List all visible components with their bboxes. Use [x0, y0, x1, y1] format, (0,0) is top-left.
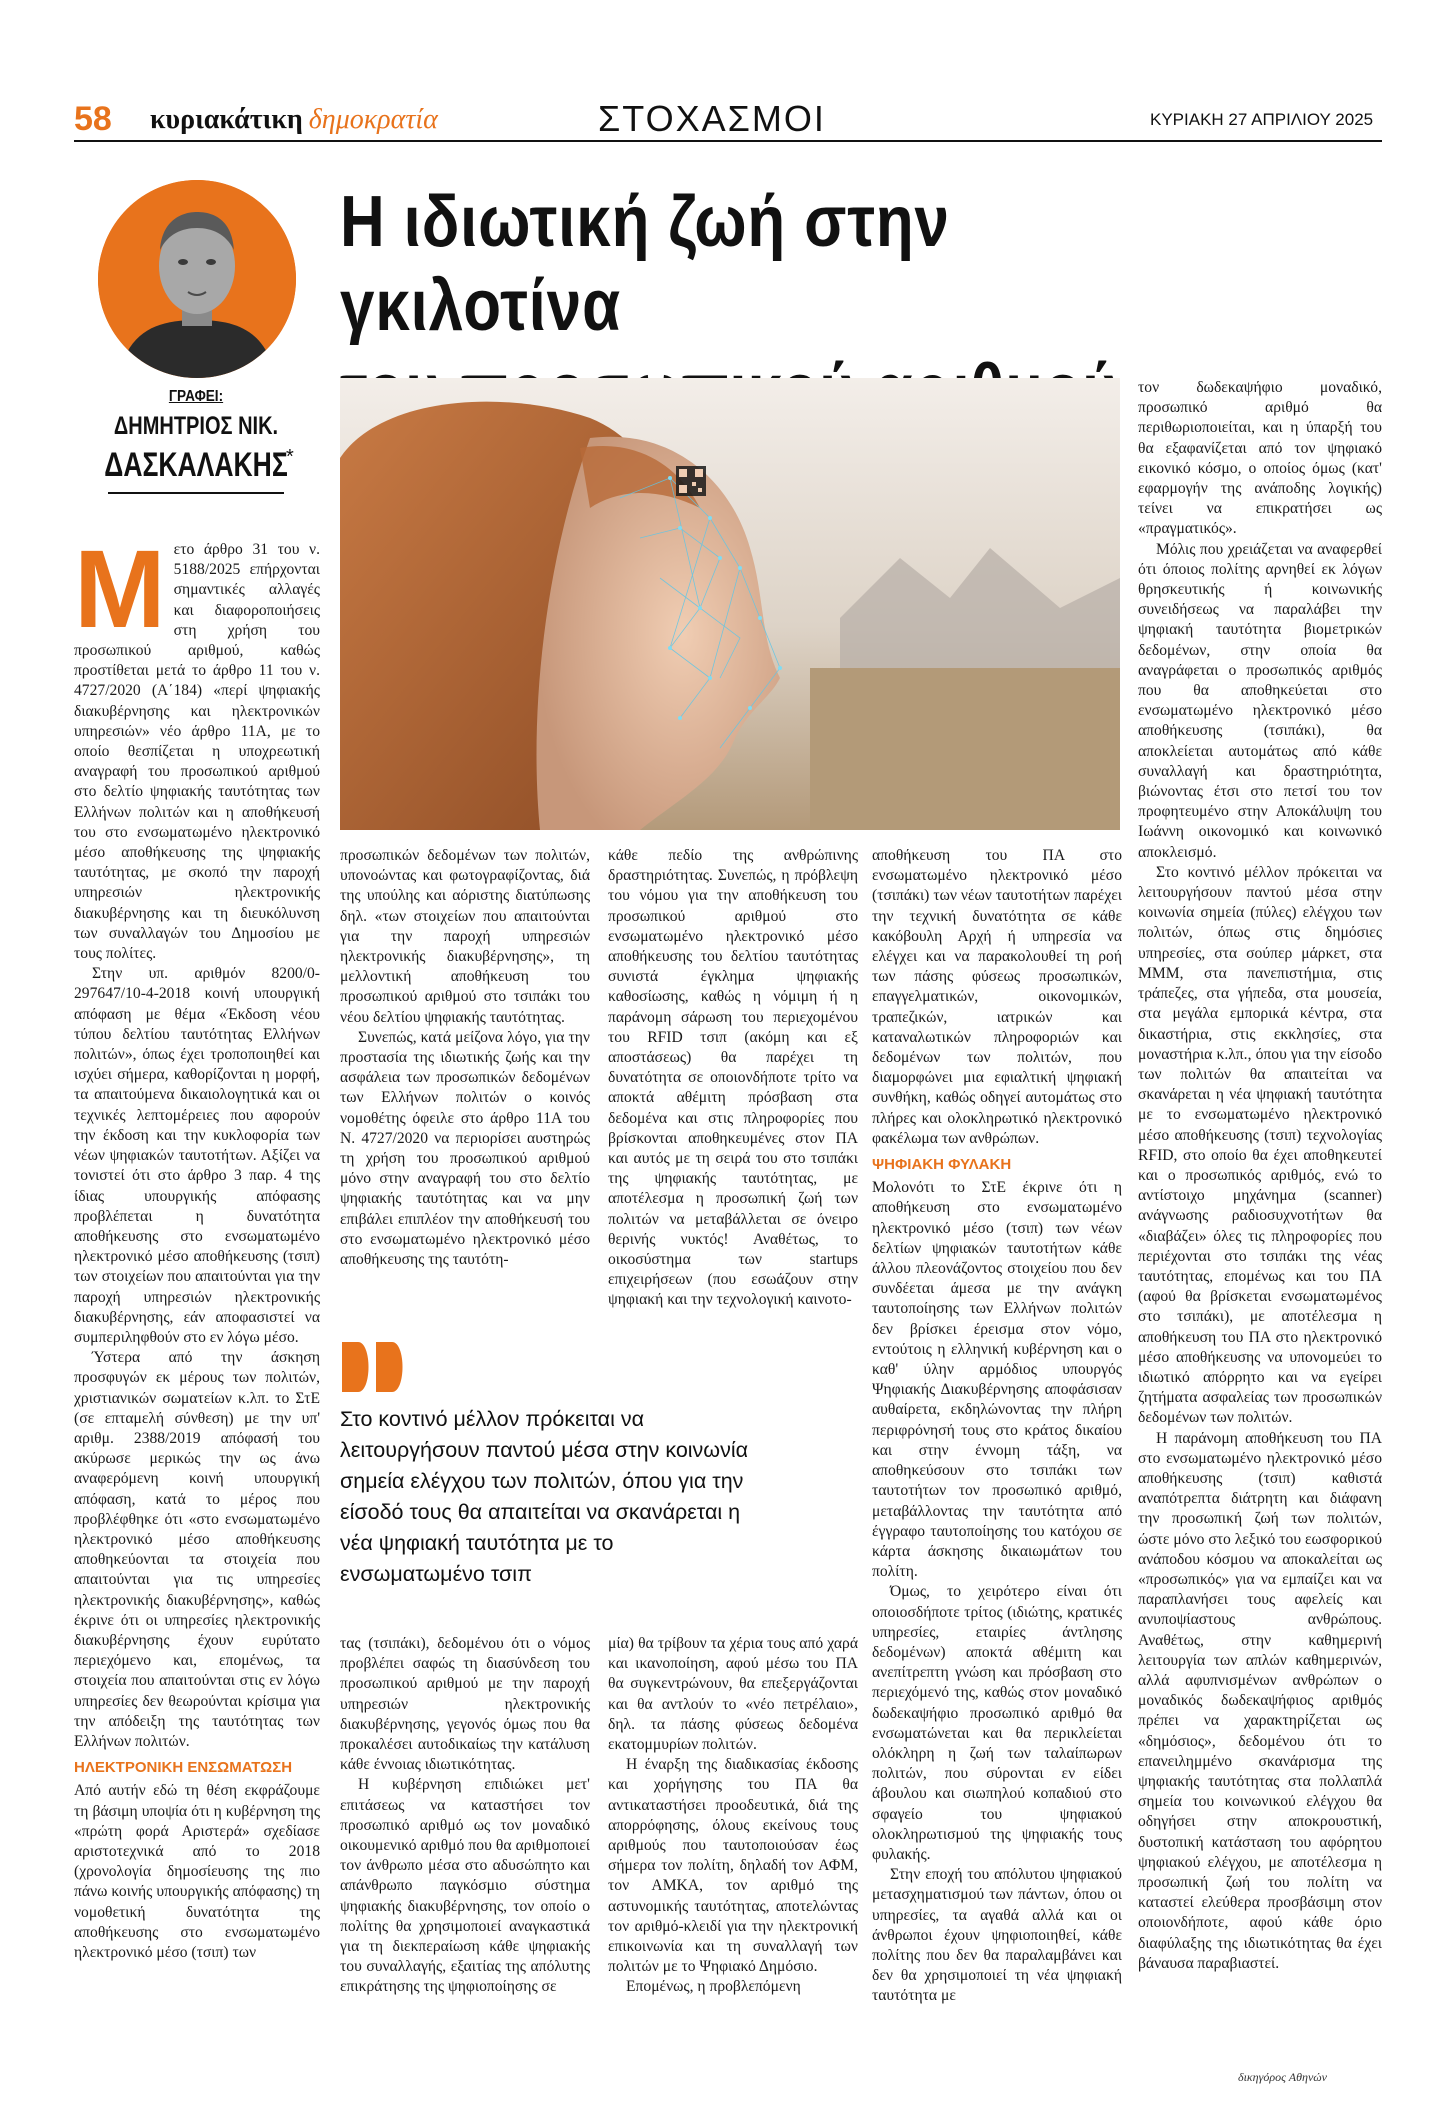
paragraph: Η κυβέρνηση επιδιώκει μετ' επιτάσεως να καταστήσει τον προσωπικό αριθμό ως τον μοναδικό οικουμενικό αριθμό που θα αριθμοποιεί τον άνθρωπο μέσα στο αδυσώπητο και απάνθρωπο παγκόσμιο σύστημα ψηφιακής διακυβέρνησης, τον οποίο ο πολίτης θα χρησιμοποιεί αναγκαστικά για τη διεκπεραίωση κάθε ψηφιακής του συναλλαγής, εξαιτίας της απόλυτης επικράτησης της ψηφιοποίησης σε	[340, 1776, 590, 1996]
paragraph: κάθε πεδίο της ανθρώπινης δραστηριότητας. Συνεπώς, η πρόβλεψη του νόμου για την αποθήκευση του προσωπικού αριθμού στο ενσωματωμένο ηλεκτρονικό μέσο αποθήκευσης του δελτίου ταυτότητας συνιστά έγκλημα ψηφιακής καθοσίωσης, καθώς η νόμιμη ή η παράνομη σάρωση του περιεχομένου του RFID τσιπ (ακόμη και εξ αποστάσεως) θα παρέχει τη δυνατότητα σε οποιονδήποτε τρίτο να αποκτά αθέμιτη πρόσβαση στα δεδομένα και στις πληροφορίες που βρίσκονται αποθηκευμένες στον ΠΑ και αυτός με τη σειρά του στο τσιπάκι της ψηφιακής ταυτότητας, με αποτέλεσμα η προσωπική ζωή των πολιτών να μεταβάλλεται σε όνειρο θερινής νυκτός! Αναθέτως, το οικοσύστημα των startups επιχειρήσεων (που εσωάζουν στην ψηφιακή και την τεχνολογική καινοτο-	[608, 847, 858, 1309]
column-5	[1138, 378, 1382, 1974]
subheading: ΨΗΦΙΑΚΗ ΦΥΛΑΚΗ	[872, 1156, 1012, 1174]
author-photo	[98, 180, 296, 378]
paragraph: προσωπικών δεδομένων των πολιτών, υπονοώντας και φωτογραφίζοντας, διά της υπούλης και αόριστης διατύπωσης δηλ. «των στοιχείων που απαιτούνται για την παροχή υπηρεσιών ηλεκτρονικής διακυβέρνησης», τη μελλοντική αποθήκευση του προσωπικού αριθμού στο τσιπάκι του νέου δελτίου ψηφιακής ταυτότητας.	[340, 847, 590, 1026]
paragraph: Μολονότι το ΣτΕ έκρινε ότι η αποθήκευση στο ενσωματωμένο ηλεκτρονικό μέσο (τσιπ) των νέων δελτίων ψηφιακών ταυτοτήτων κάθε άλλου πλεονάζοντος στοιχείου που δεν συνδέεται άμεσα με την ανάγκη ταυτοποίησης των Ελλήνων πολιτών δεν βρίσκει έρεισμα στον νόμο, εντούτοις η ελληνική κυβέρνηση και ο καθ' ύλην αρμόδιος υπουργός Ψηφιακής Διακυβέρνησης αποφάσισαν αυθαίρετα, εκδηλώνοντας την πλήρη περιφρόνησή τους στο κράτος δικαίου και στην έννομη τάξη, να αποθηκεύσουν στο τσιπάκι των ταυτοτήτων τον προσωπικό αριθμό, μεταβάλλοντας την ταυτότητα από έγγραφο ταυτοποίησης του κατόχου σε κάρτα άσκησης δικαιωμάτων του πολίτη.	[872, 1179, 1122, 1581]
paragraph: μία) θα τρίβουν τα χέρια τους από χαρά και ικανοποίηση, αφού μέσω του ΠΑ θα συγκεντρώνουν, θα επεξεργάζονται και θα αντλούν το «νέο πετρέλαιο», δηλ. τα πάσης φύσεως δεδομένα εκατομμυρίων πολιτών.	[608, 1635, 858, 1754]
author-label: ΓΡΑΦΕΙ:	[168, 388, 224, 405]
column-2-bottom	[340, 1634, 590, 1998]
column-2-top	[340, 846, 590, 1270]
drop-cap: Μ	[74, 528, 166, 651]
paragraph: Συνεπώς, κατά μείζονα λόγο, για την προστασία της ιδιωτικής ζωής και την ασφάλεια των προσωπικών δεδομένων των Ελλήνων πολιτών ο κοινός νομοθέτης όφειλε στο άρθρο 11Α του Ν. 4727/2020 να περιορίσει αυστηρώς τη χρήση του προσωπικού αριθμού μόνο στην αναγραφή του στο δελτίο ψηφιακής ταυτότητας και να μην επιβάλει επιπλέον την αποθήκευσή του στο ενσωματωμένο ηλεκτρονικό μέσο αποθήκευσης της ταυτότη-	[340, 1028, 590, 1269]
author-footnote-star: *	[286, 446, 294, 468]
hero-image	[340, 378, 1120, 830]
paragraph: Μόλις που χρειάζεται να αναφερθεί ότι όποιος πολίτης αρνηθεί εκ λόγων θρησκευτικής ή κοινωνικής συνειδήσεως να παραλάβει την ψηφιακή ταυτότητα βιομετρικών δεδομένων, στην οποία θα αναγράφεται ο προσωπικός αριθμός που θα αποθηκεύεται στο ενσωματωμένο ηλεκτρονικό μέσο αποθήκευσης (τσιπάκι), θα αποκλείεται αυτομάτως από κάθε συναλλαγή και δραστηριότητα, βιώνοντας έτσι στο πετσί του τον προφητευμένο στην Αποκάλυψη του Ιωάννη οικονομικό και κοινωνικό αποκλεισμό.	[1138, 540, 1382, 861]
paragraph: τον δωδεκαψήφιο μοναδικό, προσωπικό αριθμό θα περιθωριοποιείται, και η ύπαρξή του θα εξαφανίζεται από τον ψηφιακό εικονικό κόσμο, ο οποίος όμως (κατ' εφαρμογήν της ανάποδης λογικής) τείνει να επικρατήσει ως «πραγματικός».	[1138, 379, 1382, 538]
paragraph: ετο άρθρο 31 του ν. 5188/2025 επήρχονται σημαντικές αλλαγές και διαφοροποιήσεις στη χρήση του προσωπικού αριθμού, καθώς προστίθεται μετά το άρθρο 11 του ν. 4727/2020 (Α΄184) «περί ψηφιακής διακυβέρνησης και ηλεκτρονικών υπηρεσιών» νέο άρθρο 11Α, με το οποίο θεσπίζεται η υποχρεωτική αναγραφή του προσωπικού αριθμού στο δελτίο ψηφιακής ταυτότητας των Ελλήνων πολιτών και η αποθήκευσή του στο ενσωματωμένο ηλεκτρονικό μέσο αποθήκευσης της ψηφιακής ταυτότητας, με σκοπό την παροχή υπηρεσιών ηλεκτρονικής διακυβέρνησης και τη διευκόλυνση των συναλλαγών του Δημοσίου με τους πολίτες.	[74, 541, 320, 963]
author-credit: δικηγόρος Αθηνών	[1238, 2070, 1327, 2084]
title-line-1: Η ιδιωτική ζωή στην γκιλοτίνα	[340, 182, 950, 346]
section-title: ΣΤΟΧΑΣΜΟΙ	[598, 98, 826, 139]
paragraph: τας (τσιπάκι), δεδομένου ότι ο νόμος προβλέπει σαφώς τη διασύνδεση του προσωπικού αριθμού με την παροχή υπηρεσιών ηλεκτρονικής διακυβέρνησης, γεγονός όμως που θα προκαλέσει αυτοδικαίως την κατάλυση κάθε έννοιας ιδιωτικότητας.	[340, 1635, 590, 1774]
paragraph: Στην εποχή του απόλυτου ψηφιακού μετασχηματισμού των πάντων, όπου οι υπηρεσίες, τα αγαθά αλλά και οι άνθρωποι έχουν ψηφιοποιηθεί, κάθε πολίτης που δεν θα παραλαμβάνει και δεν θα χρησιμοποιεί τη νέα ψηφιακή ταυτότητα με	[872, 1866, 1122, 2005]
author-first-name: ΔΗΜΗΤΡΙΟΣ ΝΙΚ.	[113, 412, 279, 440]
paragraph: Η έναρξη της διαδικασίας έκδοσης και χορήγησης του ΠΑ θα αντικαταστήσει προοδευτικά, διά της απορρόφησης, όλους εκείνους τους αριθμούς που ταυτοποιούσαν έως σήμερα τον πολίτη, δηλαδή τον ΑΦΜ, τον ΑΜΚΑ, τον αριθμό της αστυνομικής ταυτότητας, αποτελώντας τον αριθμό-κλειδί για την ηλεκτρονική επικοινωνία και τη συναλλαγή των πολιτών με το Ψηφιακό Δημόσιο.	[608, 1756, 858, 1976]
issue-date: ΚΥΡΙΑΚΗ 27 ΑΠΡΙΛΙΟΥ 2025	[1150, 110, 1374, 129]
paragraph: Όμως, το χειρότερο είναι ότι οποιοσδήποτε τρίτος (ιδιώτης, κρατικές υπηρεσίες, εταιρίες άντλησης δεδομένων) αποκτά αθέμιτη και ανεπίτρεπτη γνώση και πρόσβαση στο περιεχόμενό της, καθώς στον μοναδικό δωδεκαψήφιο προσωπικό αριθμό θα ενσωματώνεται και θα περικλείεται ολόκληρη η ζωή των ταλαίπωρων πολιτών, που σύρονται εν είδει άβουλου και σιωπηλού κοπαδιού στο σφαγείο του ψηφιακού ολοκληρωτισμού της ψηφιακής τους φυλακής.	[872, 1583, 1122, 1863]
paragraph: Ύστερα από την άσκηση προσφυγών εκ μέρους των πολιτών, χριστιανικών σωματείων κ.λπ. το ΣτΕ (σε επταμελή σύνθεση) με την υπ' αριθμ. 2388/2019 απόφασή του ακύρωσε μερικώς την ως άνω αναφερόμενη κοινή υπουργική απόφαση, κατά το μέρος που προβλέφθηκε ότι «στο ενσωματωμένο ηλεκτρονικό μέσο αποθήκευσης αποθηκεύονται τα στοιχεία που απαιτούνται για τις υπηρεσίες ηλεκτρονικής διακυβέρνησης», καθώς έκρινε ότι οι υπηρεσίες ηλεκτρονικής διακυβέρνησης έχουν ευρύτατο περιεχόμενο και, επομένως, τα στοιχεία που απαιτούνται στις εν λόγω υπηρεσίες δεν θεωρούνται κρίσιμα για την απόδειξη της ταυτότητας των Ελλήνων πολιτών.	[74, 1349, 320, 1750]
subheading: ΗΛΕΚΤΡΟΝΙΚΗ ΕΝΣΩΜΑΤΩΣΗ	[74, 1759, 293, 1777]
paragraph: Επομένως, η προβλεπόμενη	[626, 1978, 801, 1996]
author-last-name: ΔΑΣΚΑΛΑΚΗΣ	[104, 446, 288, 484]
page-number: 58	[74, 100, 112, 138]
publication-brand	[150, 104, 438, 136]
quote-mark-icon	[340, 1340, 410, 1394]
header-divider	[74, 140, 1382, 142]
paragraph: Από αυτήν εδώ τη θέση εκφράζουμε τη βάσιμη υποψία ότι η κυβέρνηση της «πρώτη φορά Αριστερά» σχεδίασε αριστοτεχνικά από το 2018 (χρονολογία δημοσίευσης της πιο πάνω κοινής υπουργικής απόφασης) τη νομοθετική δυνατότητα της αποθήκευσης στο ενσωματωμένο ηλεκτρονικό μέσο (τσιπ) των	[74, 1782, 320, 1962]
author-underline	[108, 492, 284, 494]
paragraph: Στην υπ. αριθμόν 8200/0-297647/10-4-2018 κοινή υπουργική απόφαση με θέμα «Έκδοση νέου τύπου δελτίου ταυτότητας Ελλήνων πολιτών», όπως έχει τροποποιηθεί και ισχύει σήμερα, καθορίζονται η μορφή, τα απαιτούμενα δικαιολογητικά και οι τεχνικές λεπτομέρειες που αφορούν την έκδοση και την κυκλοφορία των νέων ψηφιακών ταυτοτήτων. Αξίζει να τονιστεί ότι στο άρθρο 3 παρ. 4 της ίδιας υπουργικής απόφασης προβλέπεται η δυνατότητα αποθήκευσης στο ενσωματωμένο ηλεκτρονικό μέσο αποθήκευσης (τσιπ) των στοιχείων που απαιτούνται για την παροχή υπηρεσιών ηλεκτρονικής διακυβέρνησης, εάν αποφασιστεί να συμπεριληφθούν στο εν λόγω μέσο.	[74, 965, 320, 1346]
pull-quote: Στο κοντινό μέλλον πρόκειται να λειτουργήσουν παντού μέσα στην κοινωνία σημεία ελέγχου των πολιτών, όπου για την είσοδό τους θα απαιτείται να σκανάρεται η νέα ψηφιακή ταυτότητα με το ενσωματωμένο τσιπ	[340, 1407, 749, 1586]
paragraph: Στο κοντινό μέλλον πρόκειται να λειτουργήσουν παντού μέσα στην κοινωνία σημεία (πύλες) ελέγχου των πολιτών, όπως στις δημόσιες υπηρεσίες, στα σούπερ μάρκετ, στα ΜΜΜ, στα πανεπιστήμια, στις τράπεζες, στα γήπεδα, στα μουσεία, στα μεγάλα εμπορικά κέντρα, στα δικαστήρια, στις εκκλησίες, στα μοναστήρια κ.λπ., όπου για την είσοδο των πολιτών θα απαιτείται να σκανάρεται η νέα ψηφιακή ταυτότητα με το ενσωματωμένο ηλεκτρονικό μέσο αποθήκευσης (τσιπ) τεχνολογίας RFID, στο οποίο θα έχει αποθηκευτεί και ο προσωπικός αριθμός, ενώ το αντίστοιχο μηχάνημα (scanner) ανάγνωσης ραδιοσυχνοτήτων θα «διαβάζει» όλες τις πληροφορίες που περιέχονται στο τσιπάκι της νέας ταυτότητας, επομένως και του ΠΑ (αφού θα βρίσκεται ενσωματωμένος στο τσιπάκι), με αποτέλεσμα η αποθήκευση του ΠΑ στο ηλεκτρονικό μέσο αποθήκευσης να υπονομεύει το ιδιωτικό απόρρητο και να εγείρει ζητήματα ασφαλείας των προσωπικών δεδομένων των πολιτών.	[1138, 863, 1382, 1427]
column-1	[74, 528, 320, 1963]
paragraph: αποθήκευση του ΠΑ στο ενσωματωμένο ηλεκτρονικό μέσο (τσιπάκι) των νέων ταυτοτήτων παρέχει την τεχνική δυνατότητα σε κάθε κακόβουλη Αρχή ή υπηρεσία να ελέγχει και να παρακολουθεί τη ροή των πάσης φύσεως προσωπικών, επαγγελματικών, οικονομικών, τραπεζικών, ιατρικών και καταναλωτικών πληροφοριών και δεδομένων των πολιτών, που διαμορφώνει μια εφιαλτική ψηφιακή συνθήκη, καθώς οδηγεί αυτομάτως στο πλήρες και ολοκληρωτικό ηλεκτρονικό φακέλωμα των ανθρώπων.	[872, 847, 1122, 1147]
paragraph: Η παράνομη αποθήκευση του ΠΑ στο ενσωματωμένο ηλεκτρονικό μέσο αποθήκευσης (τσιπ) καθιστά αναπότρεπτα διάτρητη και διάφανη την προσωπική ζωή των πολιτών, ώστε μόνο στο λεξικό του εωσφορικού ανάποδου κόσμου να αποκαλείται ως «προσωπικός» για να εμπαίζει και να παραπλανήσει τους αφελείς και ανυποψίαστους ανθρώπους. Αναθέτως, στην καθημερινή λειτουργία των απλών καθημερινών, αλλά αφυπνισμένων ανθρώπων ο μοναδικός δωδεκαψήφιος αριθμός πρέπει να χαρακτηρίζεται ως «δημόσιος», δεδομένου ότι το επανειλημμένο σκανάρισμα της ψηφιακής ταυτότητας στα πολλαπλά σημεία του κοινωνικού ελέγχου θα οδηγήσει στην αποκρουστική, δυστοπική κατάσταση του αφόρητου ψηφιακού ελέγχου, με αποτέλεσμα η προσωπική ζωή του πολίτη να καταστεί ελεύθερα προσβάσιμη στον οποιονδήποτε, αφού κάθε όριο διαφύλαξης της ιδιωτικότητας θα έχει βάναυσα παραβιαστεί.	[1138, 1429, 1382, 1972]
column-3-bottom	[608, 1634, 858, 1998]
column-4	[872, 846, 1122, 2007]
brand-part2: δημοκρατία	[308, 104, 438, 135]
brand-part1: κυριακάτικη	[150, 104, 303, 135]
column-3-top	[608, 846, 858, 1311]
